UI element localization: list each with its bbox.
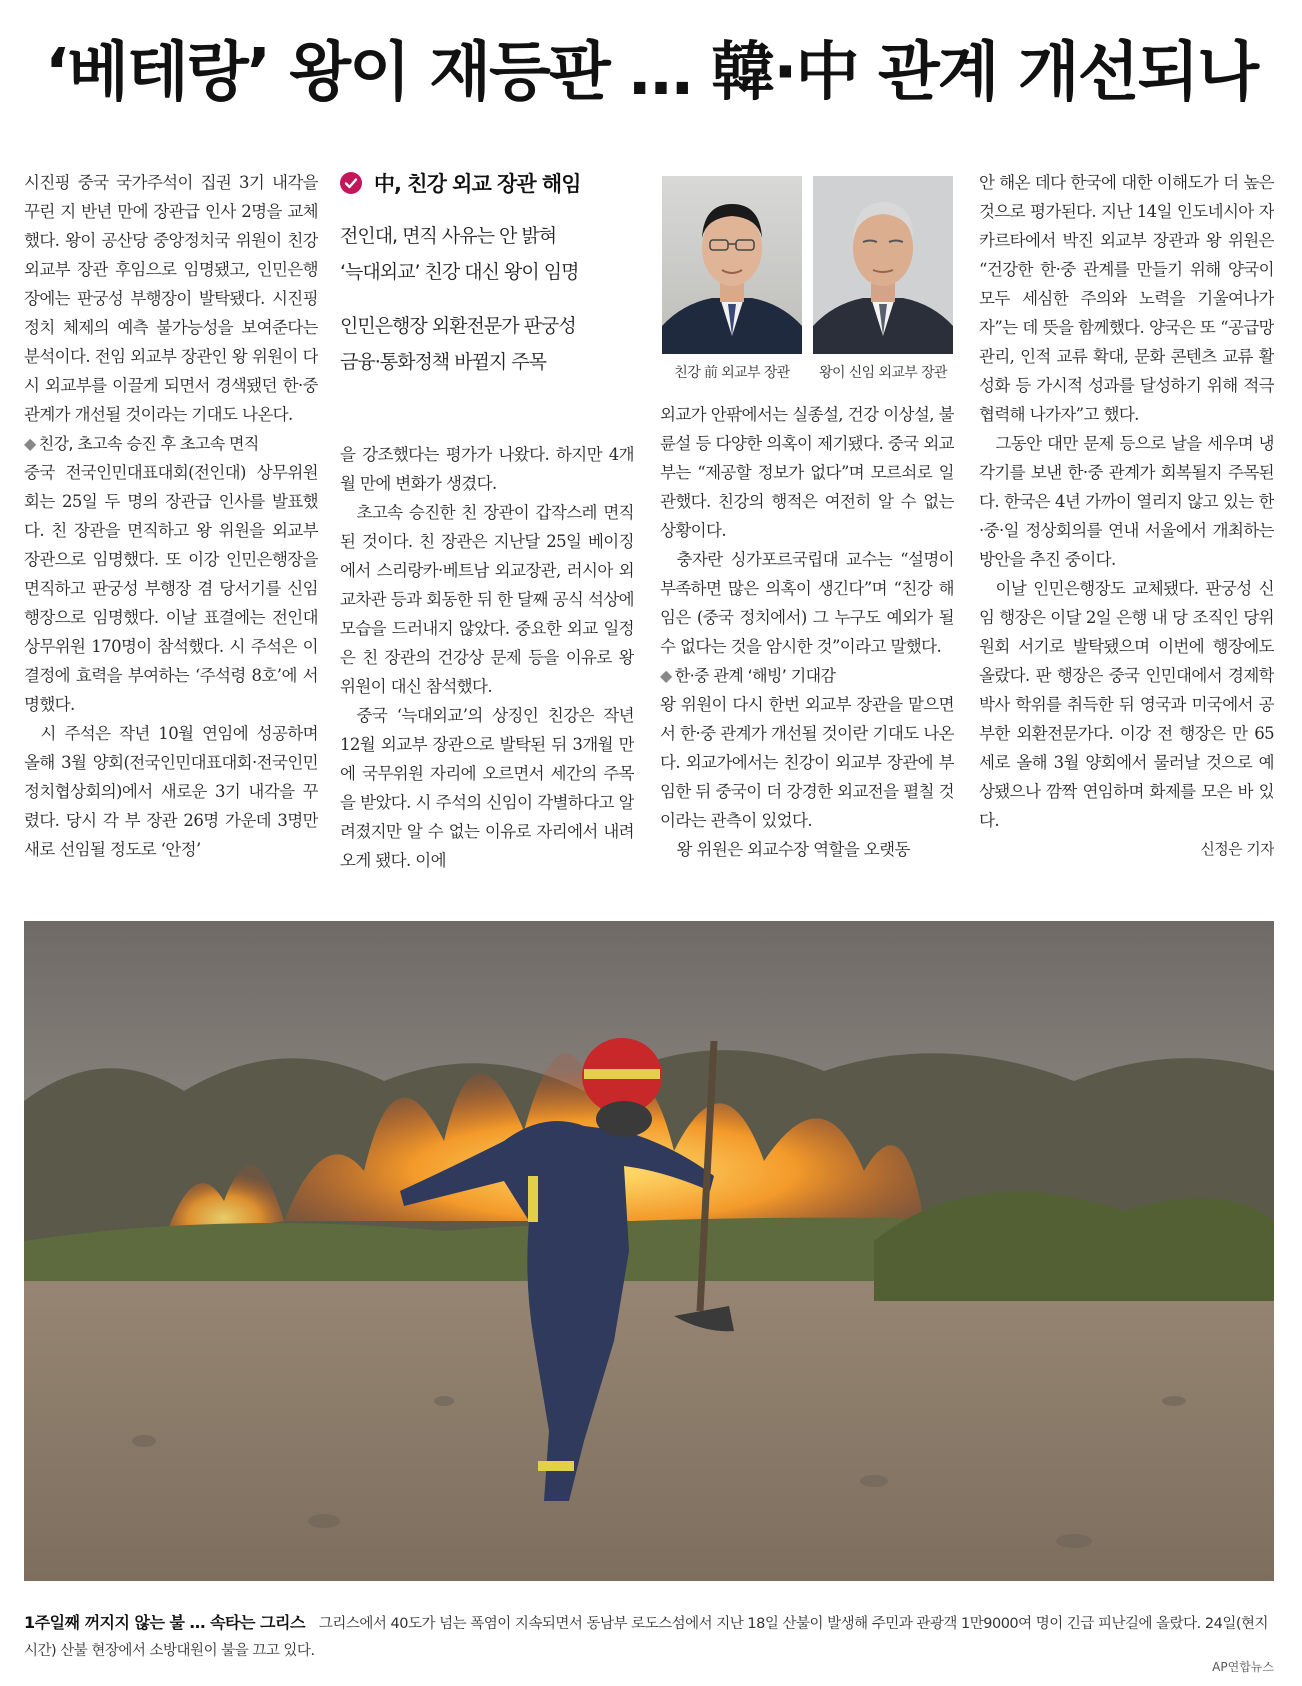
paragraph: 외교가 안팎에서는 실종설, 건강 이상설, 불륜설 등 다양한 의혹이 제기됐다. 중국 외교부는 “제공할 정보가 없다”며 모르쇠로 일관했다. 친강의 행적은 여전히 알 수 없는 상황이다. — [660, 405, 954, 540]
check-icon — [340, 172, 362, 194]
article-column-3 — [660, 400, 954, 888]
summary-line: 전인대, 면직 사유는 안 밝혀 — [340, 225, 557, 247]
paragraph: 왕 위원은 외교수장 역할을 오랫동 — [676, 840, 910, 859]
portrait-caption: 왕이 신임 외교부 장관 — [819, 365, 947, 381]
byline: 신정은 기자 — [1200, 840, 1274, 858]
paragraph: 초고속 승진한 친 장관이 갑작스레 면직된 것이다. 친 장관은 지난달 25일 베이징에서 스리랑카·베트남 외교장관, 러시아 외교차관 등과 회동한 뒤 한 달째 공식 석상에 모습을 드러내지 않았다. 중요한 외교 일정은 친 장관의 건강상 문제 등을 이유로 왕 위원이 대신 참석했다. — [340, 503, 634, 696]
diamond-icon: ◆ — [660, 666, 672, 685]
paragraph: 왕 위원이 다시 한번 외교부 장관을 맡으면서 한·중 관계가 개선될 것이란 기대도 나온다. 외교가에서는 친강이 외교부 장관에 부임한 뒤 중국이 더 강경한 외교전을 펼칠 것이라는 관측이 있었다. — [660, 695, 954, 830]
portrait-qin-gang — [662, 176, 802, 354]
headline: ‘베테랑’ 왕이 재등판 … 韓·中 관계 개선되나 — [44, 36, 1258, 110]
photo-credit: AP연합뉴스 — [1212, 1660, 1274, 1674]
subheading-text: 친강, 초고속 승진 후 초고속 면직 — [38, 434, 259, 453]
paragraph: 이날 인민은행장도 교체됐다. 판궁성 신임 행장은 이달 2일 은행 내 당 조직인 당위원회 서기로 발탁됐으며 이번에 행장에도 올랐다. 판 행장은 중국 인민대에서 경제학 박사 학위를 취득한 뒤 영국과 미국에서 공부한 외환전문가다. 이강 전 행장은 만 65세로 올해 3월 양회에서 물러날 것으로 예상됐으나 깜짝 연임하며 화제를 모은 바 있다. — [979, 579, 1274, 830]
subheading — [660, 661, 954, 690]
subheading-text: 한·중 관계 ‘해빙’ 기대감 — [674, 666, 836, 685]
paragraph: 안 해온 데다 한국에 대한 이해도가 더 높은 것으로 평가된다. 지난 14일 인도네시아 자카르타에서 박진 외교부 장관과 왕 위원은 “건강한 한·중 관계를 만들기 위해 양국이 모두 세심한 주의와 노력을 기울여나가자”는 데 뜻을 함께했다. 양국은 또 “공급망 관리, 인적 교류 확대, 문화 콘텐츠 교류 활성화 등 가시적 성과를 달성하기 위해 적극 협력해 나가자”고 했다. — [979, 173, 1274, 424]
caption-title: 1주일째 꺼지지 않는 불 … 속타는 그리스 — [24, 1613, 305, 1632]
article-column-4 — [979, 168, 1274, 888]
summary-box — [340, 168, 640, 428]
article-column-1 — [24, 168, 318, 888]
caption-text: 그리스에서 40도가 넘는 폭염이 지속되면서 동남부 로도스섬에서 지난 18일 산불이 발생해 주민과 관광객 1만9000여 명이 긴급 피난길에 올랐다. 24일(현지시간) 산불 현장에서 소방대원이 불을 끄고 있다. — [24, 1616, 1269, 1659]
summary-line: 금융·통화정책 바뀔지 주목 — [340, 351, 547, 373]
paragraph: 충자란 싱가포르국립대 교수는 “설명이 부족하면 많은 의혹이 생긴다”며 “친강 해임은 (중국 정치에서) 그 누구도 예외가 될 수 없다는 것을 암시한 것”이라고 말했다. — [660, 550, 954, 656]
summary-heading-text: 中, 친강 외교 장관 해임 — [374, 172, 581, 196]
portrait-caption: 친강 前 외교부 장관 — [674, 365, 790, 381]
paragraph: 시진핑 중국 국가주석이 집권 3기 내각을 꾸린 지 반년 만에 장관급 인사 2명을 교체했다. 왕이 공산당 중앙정치국 위원이 친강 외교부 장관 후임으로 임명됐고, 인민은행장에는 판궁성 부행장이 발탁됐다. 시진핑 정치 체제의 예측 불가능성을 보여준다는 분석이다. 전임 외교부 장관인 왕 위원이 다시 외교부를 이끌게 되면서 경색됐던 한·중 관계가 개선될 것이라는 기대도 나온다. — [24, 173, 318, 424]
paragraph: 그동안 대만 문제 등으로 날을 세우며 냉각기를 보낸 한·중 관계가 회복될지 주목된다. 한국은 4년 가까이 열리지 않고 있는 한·중·일 정상회의를 연내 서울에서 개최하는 방안을 추진 중이다. — [979, 434, 1274, 569]
portrait-wang-yi — [813, 176, 953, 354]
summary-line: ‘늑대외교’ 친강 대신 왕이 임명 — [340, 261, 579, 283]
summary-line: 인민은행장 외환전문가 판궁성 — [340, 315, 576, 337]
summary-heading — [340, 168, 640, 198]
wildfire-photo — [24, 921, 1274, 1581]
paragraph: 을 강조했다는 평가가 나왔다. 하지만 4개월 만에 변화가 생겼다. — [340, 445, 634, 493]
paragraph: 중국 전국인민대표대회(전인대) 상무위원회는 25일 두 명의 장관급 인사를 발표했다. 친 장관을 면직하고 왕 위원을 외교부 장관으로 임명했다. 또 이강 인민은행장을 면직하고 판궁성 부행장 겸 당서기를 신임 행장으로 임명했다. 이날 표결에는 전인대 상무위원 170명이 참석했다. 시 주석은 이 결정에 효력을 부여하는 ‘주석령 8호’에 서명했다. — [24, 463, 318, 714]
paragraph: 중국 ‘늑대외교’의 상징인 친강은 작년 12월 외교부 장관으로 발탁된 뒤 3개월 만에 국무위원 자리에 오르면서 세간의 주목을 받았다. 시 주석의 신임이 각별하다고 알려졌지만 알 수 없는 이유로 자리에서 내려오게 됐다. 이에 — [340, 706, 634, 870]
article-column-2 — [340, 440, 634, 888]
diamond-icon: ◆ — [24, 434, 36, 453]
subheading — [24, 429, 318, 458]
photo-caption — [24, 1609, 1274, 1665]
paragraph: 시 주석은 작년 10월 연임에 성공하며 올해 3월 양회(전국인민대표대회·전국인민정치협상회의)에서 새로운 3기 내각을 꾸렸다. 당시 각 부 장관 26명 가운데 3명만 새로 선임될 정도로 ‘안정’ — [24, 724, 318, 859]
